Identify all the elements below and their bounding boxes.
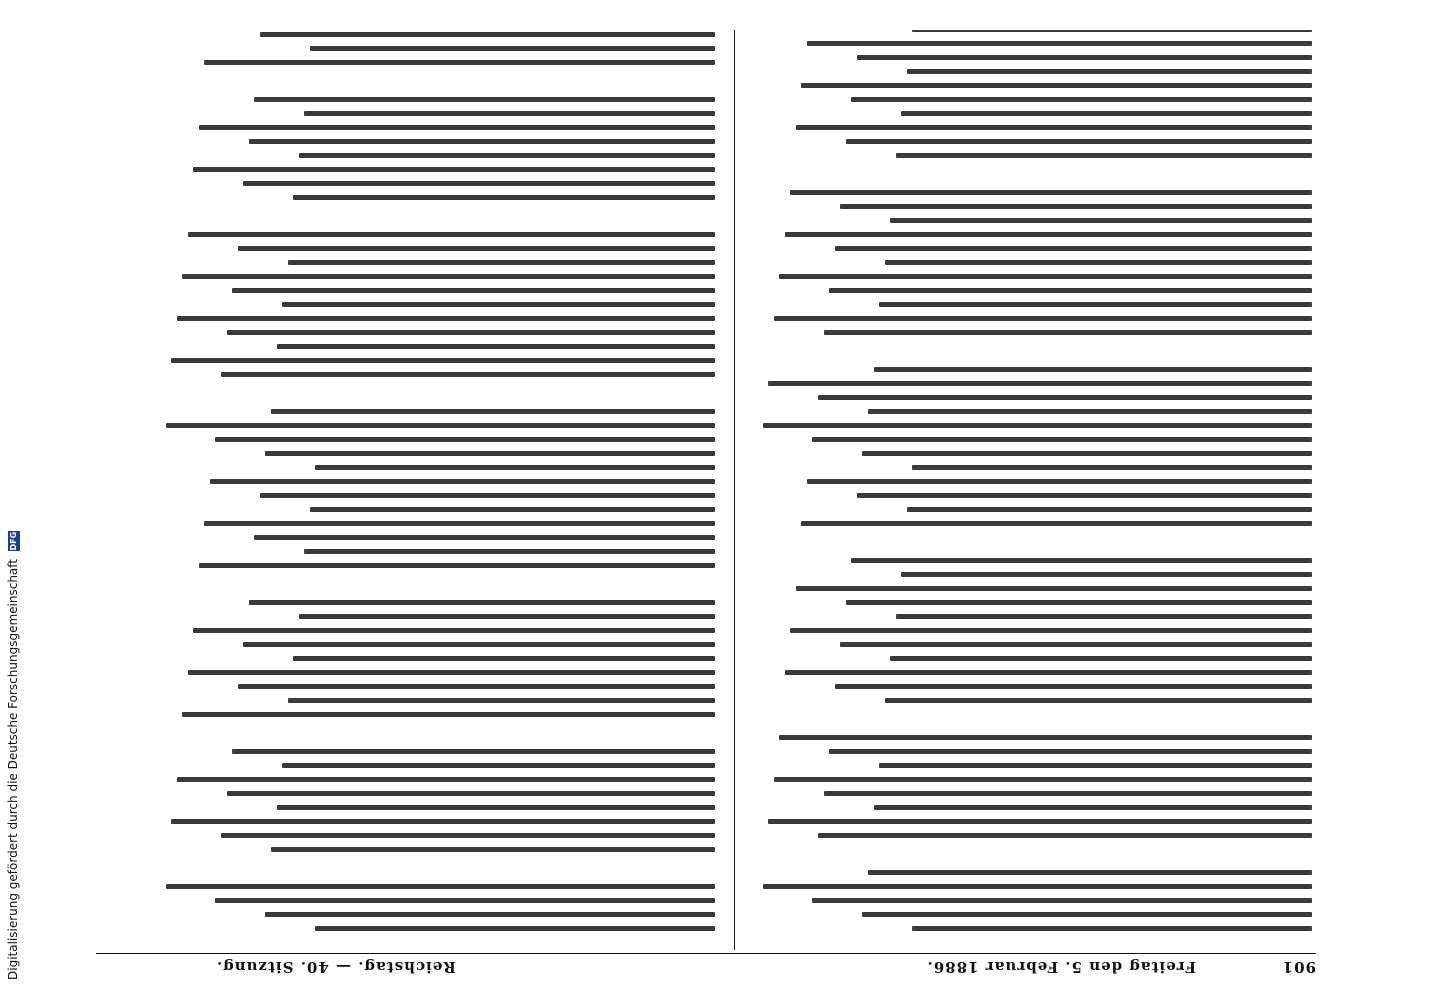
text-line-placeholder <box>862 451 1312 456</box>
text-line-placeholder <box>890 218 1312 223</box>
paragraph-gap <box>757 535 1312 549</box>
text-line-placeholder <box>857 493 1312 498</box>
text-line-placeholder <box>829 288 1312 293</box>
text-line-placeholder <box>796 125 1312 130</box>
text-line-placeholder <box>885 260 1312 265</box>
text-line-placeholder <box>166 423 715 428</box>
paragraph-gap <box>757 847 1312 861</box>
text-line-placeholder <box>912 465 1312 470</box>
text-line-placeholder <box>896 614 1312 619</box>
text-line-placeholder <box>254 535 715 540</box>
text-line-placeholder <box>912 30 1312 32</box>
text-line-placeholder <box>779 274 1312 279</box>
text-line-placeholder <box>840 204 1312 209</box>
text-line-placeholder <box>238 246 715 251</box>
text-line-placeholder <box>166 884 715 889</box>
text-line-placeholder <box>260 493 715 498</box>
text-line-placeholder <box>785 670 1312 675</box>
text-line-placeholder <box>824 791 1312 796</box>
page-number: 901 <box>1281 958 1316 976</box>
text-line-placeholder <box>221 372 715 377</box>
text-line-placeholder <box>204 60 715 65</box>
text-line-placeholder <box>293 656 715 661</box>
text-line-placeholder <box>182 712 715 717</box>
text-line-placeholder <box>271 847 715 852</box>
text-line-placeholder <box>265 912 715 917</box>
text-line-placeholder <box>199 563 715 568</box>
text-line-placeholder <box>813 437 1313 442</box>
text-line-placeholder <box>254 97 715 102</box>
text-line-placeholder <box>768 381 1312 386</box>
text-line-placeholder <box>227 791 715 796</box>
text-line-placeholder <box>288 260 715 265</box>
text-line-placeholder <box>193 628 715 633</box>
text-line-placeholder <box>907 507 1312 512</box>
footer-text: Digitalisierung gefördert durch die Deutsche Forschungsgemeinschaft <box>6 558 20 980</box>
paragraph-gap <box>160 74 715 88</box>
text-line-placeholder <box>177 777 715 782</box>
paragraph-gap <box>757 712 1312 726</box>
text-line-placeholder <box>813 898 1313 903</box>
text-line-placeholder <box>293 195 715 200</box>
text-line-placeholder <box>304 111 715 116</box>
text-line-placeholder <box>243 642 715 647</box>
text-line-placeholder <box>868 409 1312 414</box>
text-line-placeholder <box>232 288 715 293</box>
paragraph-gap <box>160 861 715 875</box>
text-line-placeholder <box>171 358 715 363</box>
text-line-placeholder <box>801 83 1312 88</box>
text-line-placeholder <box>315 926 715 931</box>
text-line-placeholder <box>265 451 715 456</box>
text-line-placeholder <box>851 97 1312 102</box>
text-line-placeholder <box>249 139 715 144</box>
text-line-placeholder <box>846 600 1312 605</box>
text-line-placeholder <box>193 167 715 172</box>
text-line-placeholder <box>829 749 1312 754</box>
text-line-placeholder <box>818 395 1312 400</box>
text-line-placeholder <box>238 684 715 689</box>
paragraph-gap <box>160 386 715 400</box>
text-line-placeholder <box>774 777 1312 782</box>
text-line-placeholder <box>790 190 1312 195</box>
text-line-placeholder <box>890 656 1312 661</box>
text-line-placeholder <box>216 437 716 442</box>
text-column-left <box>757 30 1312 940</box>
text-line-placeholder <box>801 521 1312 526</box>
text-line-placeholder <box>249 600 715 605</box>
text-line-placeholder <box>210 479 715 484</box>
running-title-date: Freitag den 5. Februar 1886. <box>926 958 1196 976</box>
text-line-placeholder <box>299 614 715 619</box>
text-line-placeholder <box>188 670 715 675</box>
text-line-placeholder <box>851 558 1312 563</box>
text-line-placeholder <box>912 926 1312 931</box>
text-line-placeholder <box>862 912 1312 917</box>
text-line-placeholder <box>901 111 1312 116</box>
paragraph-gap <box>160 726 715 740</box>
text-line-placeholder <box>188 232 715 237</box>
text-line-placeholder <box>901 572 1312 577</box>
text-line-placeholder <box>874 805 1312 810</box>
text-line-placeholder <box>807 479 1312 484</box>
text-line-placeholder <box>277 344 715 349</box>
text-line-placeholder <box>310 507 715 512</box>
text-line-placeholder <box>763 423 1312 428</box>
text-line-placeholder <box>768 819 1312 824</box>
text-line-placeholder <box>304 549 715 554</box>
text-line-placeholder <box>299 153 715 158</box>
text-line-placeholder <box>840 642 1312 647</box>
text-line-placeholder <box>796 586 1312 591</box>
text-line-placeholder <box>199 125 715 130</box>
text-line-placeholder <box>310 46 715 51</box>
text-line-placeholder <box>779 735 1312 740</box>
running-header <box>96 953 1316 976</box>
digitization-footer <box>6 531 26 980</box>
text-line-placeholder <box>243 181 715 186</box>
text-line-placeholder <box>896 153 1312 158</box>
paragraph-gap <box>757 344 1312 358</box>
text-line-placeholder <box>315 465 715 470</box>
text-line-placeholder <box>818 833 1312 838</box>
text-line-placeholder <box>835 684 1312 689</box>
text-line-placeholder <box>874 367 1312 372</box>
text-column-right <box>160 30 715 940</box>
text-line-placeholder <box>277 805 715 810</box>
text-line-placeholder <box>868 870 1312 875</box>
text-line-placeholder <box>177 316 715 321</box>
text-line-placeholder <box>824 330 1312 335</box>
text-line-placeholder <box>885 698 1312 703</box>
text-line-placeholder <box>907 69 1312 74</box>
document-page <box>40 20 1380 984</box>
text-line-placeholder <box>879 763 1312 768</box>
text-line-placeholder <box>846 139 1312 144</box>
text-line-placeholder <box>288 698 715 703</box>
text-line-placeholder <box>282 763 715 768</box>
text-line-placeholder <box>879 302 1312 307</box>
text-line-placeholder <box>216 898 716 903</box>
text-line-placeholder <box>171 819 715 824</box>
text-line-placeholder <box>204 521 715 526</box>
text-line-placeholder <box>774 316 1312 321</box>
text-line-placeholder <box>282 302 715 307</box>
text-line-placeholder <box>271 409 715 414</box>
text-line-placeholder <box>232 749 715 754</box>
text-line-placeholder <box>857 55 1312 60</box>
text-line-placeholder <box>260 32 715 37</box>
text-line-placeholder <box>182 274 715 279</box>
text-line-placeholder <box>785 232 1312 237</box>
running-title-session: Reichstag. — 40. Sitzung. <box>216 958 456 976</box>
paragraph-gap <box>160 209 715 223</box>
paragraph-gap <box>757 167 1312 181</box>
text-line-placeholder <box>807 41 1312 46</box>
text-line-placeholder <box>790 628 1312 633</box>
text-line-placeholder <box>221 833 715 838</box>
text-line-placeholder <box>227 330 715 335</box>
paragraph-gap <box>160 577 715 591</box>
text-line-placeholder <box>835 246 1312 251</box>
column-divider <box>734 30 735 950</box>
text-line-placeholder <box>763 884 1312 889</box>
dfg-logo: DFG <box>8 531 18 551</box>
